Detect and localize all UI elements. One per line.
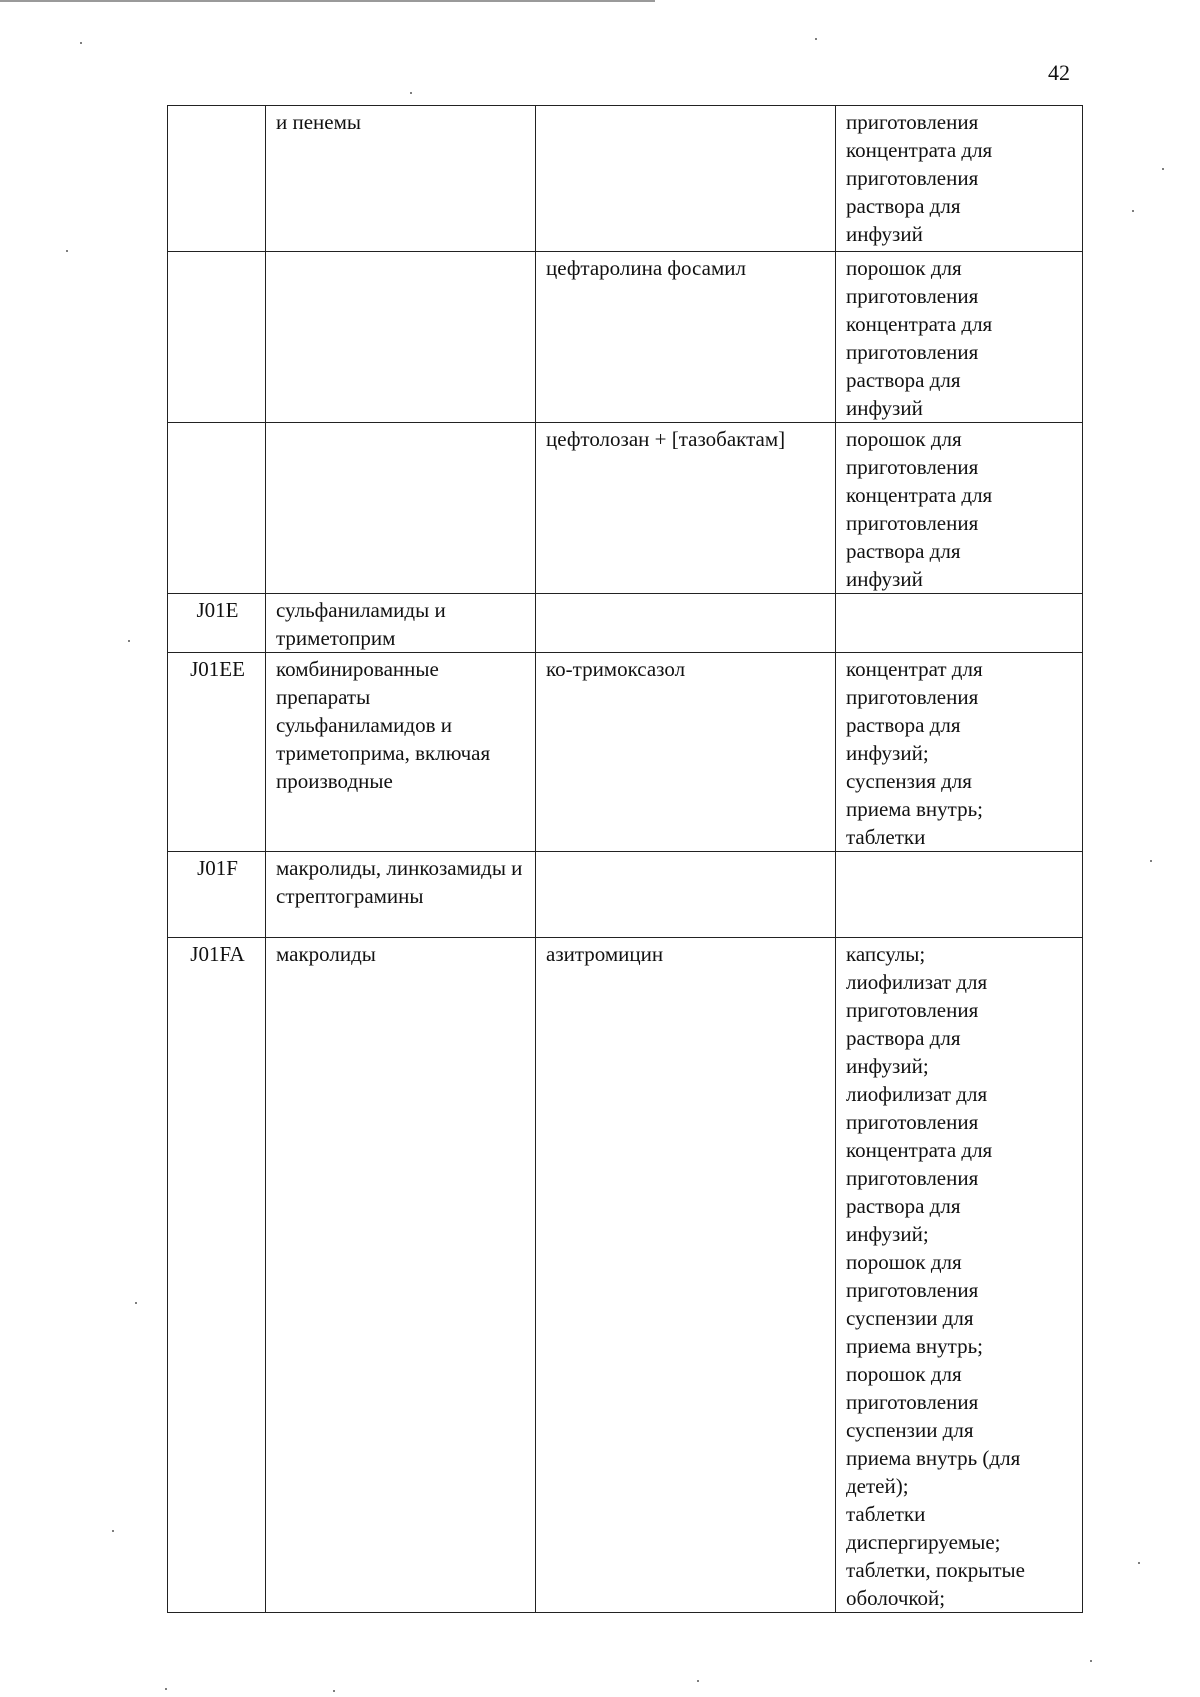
dosage-forms-cell: порошок для приготовления концентрата для приготовления раствора для инфузий <box>836 423 1083 594</box>
drug-table <box>167 105 1083 1613</box>
atc-code-cell <box>168 252 266 423</box>
top-edge-rule <box>0 0 655 2</box>
scan-speck <box>135 1302 137 1304</box>
group-cell: сульфаниламиды и триметоприм <box>266 594 536 653</box>
atc-code-cell <box>168 423 266 594</box>
table-row <box>168 423 1083 594</box>
page-number: 42 <box>1048 60 1070 85</box>
atc-code-cell: J01FA <box>168 938 266 1613</box>
scan-speck <box>128 640 130 642</box>
scan-speck <box>697 1680 699 1682</box>
group-cell: макролиды, линкозамиды и стрептограмины <box>266 852 536 938</box>
scan-speck <box>410 92 412 94</box>
scan-speck <box>815 38 817 40</box>
dosage-forms-cell <box>836 594 1083 653</box>
scan-speck <box>112 1530 114 1532</box>
group-cell: и пенемы <box>266 106 536 252</box>
table-row <box>168 852 1083 938</box>
dosage-forms-cell: приготовления концентрата для приготовления раствора для инфузий <box>836 106 1083 252</box>
scan-speck <box>1138 1562 1140 1564</box>
dosage-forms-cell: концентрат для приготовления раствора для инфузий; суспензия для приема внутрь; таблетки <box>836 653 1083 852</box>
table-row <box>168 106 1083 252</box>
drug-cell <box>536 106 836 252</box>
table-row <box>168 594 1083 653</box>
dosage-forms-cell <box>836 852 1083 938</box>
scan-speck <box>333 1690 335 1692</box>
drug-cell: азитромицин <box>536 938 836 1613</box>
group-cell: комбинированные препараты сульфаниламидов и триметоприма, включая производные <box>266 653 536 852</box>
drug-cell: ко-тримоксазол <box>536 653 836 852</box>
group-cell <box>266 252 536 423</box>
scan-speck <box>80 42 82 44</box>
scan-speck <box>1132 210 1134 212</box>
table-row <box>168 252 1083 423</box>
scan-speck <box>1150 860 1152 862</box>
table-row <box>168 938 1083 1613</box>
atc-code-cell: J01F <box>168 852 266 938</box>
atc-code-cell: J01E <box>168 594 266 653</box>
dosage-forms-cell: порошок для приготовления концентрата для приготовления раствора для инфузий <box>836 252 1083 423</box>
drug-cell <box>536 594 836 653</box>
group-cell <box>266 423 536 594</box>
atc-code-cell: J01EE <box>168 653 266 852</box>
scan-speck <box>1162 168 1164 170</box>
scan-speck <box>1090 1660 1092 1662</box>
scan-speck <box>66 250 68 252</box>
group-cell: макролиды <box>266 938 536 1613</box>
atc-code-cell <box>168 106 266 252</box>
scan-speck <box>165 1688 167 1690</box>
drug-cell <box>536 852 836 938</box>
drug-cell: цефтолозан + [тазобактам] <box>536 423 836 594</box>
table-row <box>168 653 1083 852</box>
dosage-forms-cell: капсулы; лиофилизат для приготовления раствора для инфузий; лиофилизат для приготовления концентрата для приготовления раствора для инфузий; порошок для приготовления суспензии для приема внутрь; порошок для приготовления суспензии для приема внутрь (для детей); таблетки диспергируемые; таблетки, покрытые оболочкой; <box>836 938 1083 1613</box>
drug-cell: цефтаролина фосамил <box>536 252 836 423</box>
